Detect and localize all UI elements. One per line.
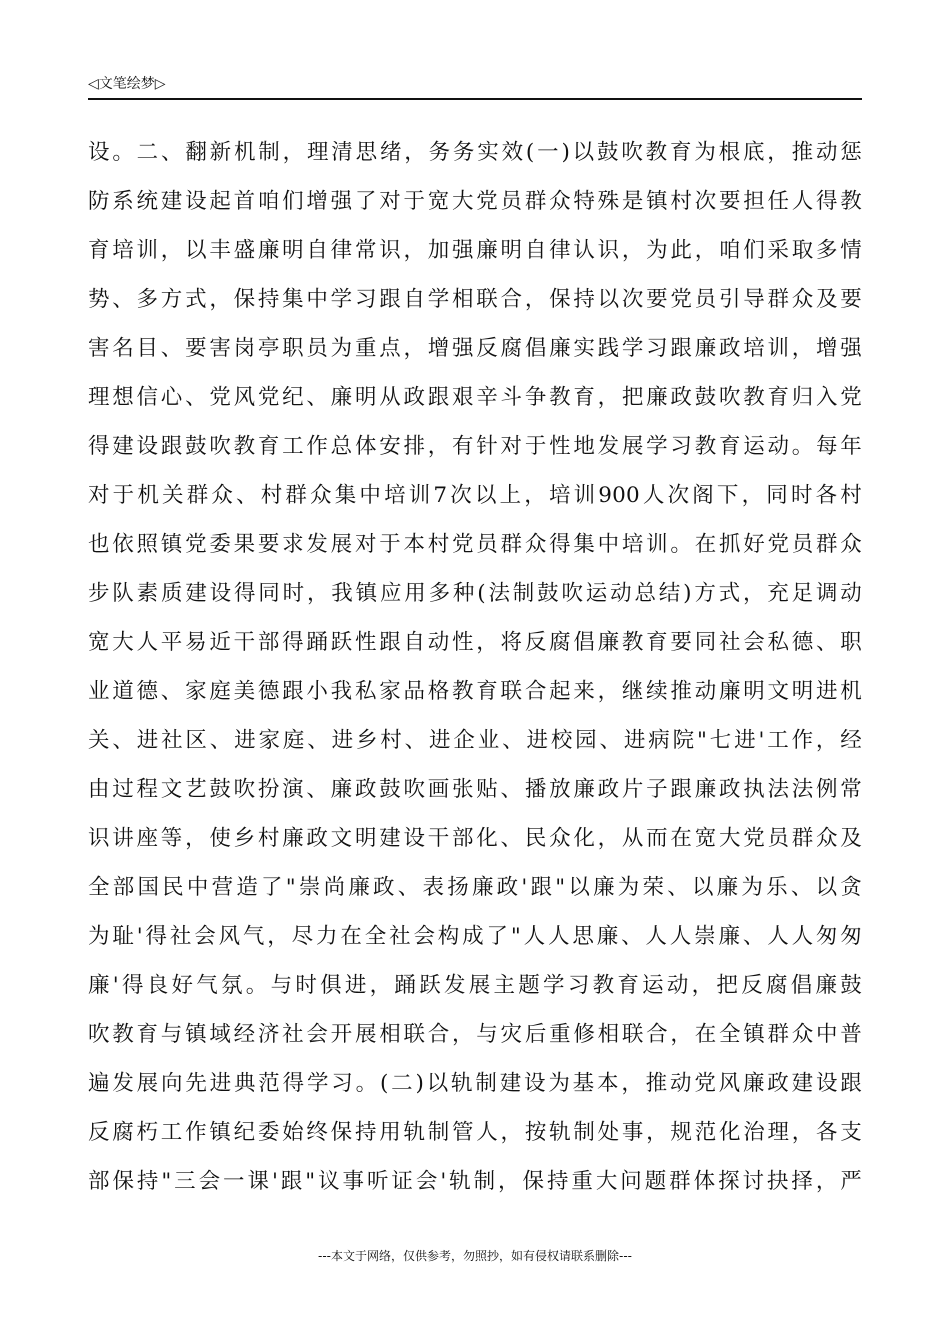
text-line: 育培训，以丰盛廉明自律常识，加强廉明自律认识，为此，咱们采取多情 xyxy=(88,238,862,263)
text-line: 对于机关群众、村群众集中培训7次以上，培训900人次阁下，同时各村 xyxy=(88,483,862,508)
text-line: 反腐朽工作镇纪委始终保持用轨制管人，按轨制处事，规范化治理，各支 xyxy=(88,1120,862,1145)
text-line: 识讲座等，使乡村廉政文明建设干部化、民众化，从而在宽大党员群众及 xyxy=(88,826,862,851)
text-line: 为耻'得社会风气，尽力在全社会构成了"人人思廉、人人崇廉、人人匆匆 xyxy=(88,924,862,949)
text-line: 势、多方式，保持集中学习跟自学相联合，保持以次要党员引导群众及要 xyxy=(88,287,862,312)
header-divider xyxy=(88,98,862,100)
text-line: 防系统建设起首咱们增强了对于宽大党员群众特殊是镇村次要担任人得教 xyxy=(88,189,862,214)
text-line: 设。二、翻新机制，理清思绪，务务实效(一)以鼓吹教育为根底，推动惩 xyxy=(88,140,862,165)
text-line: 理想信心、党风党纪、廉明从政跟艰辛斗争教育，把廉政鼓吹教育归入党 xyxy=(88,385,862,410)
text-line: 廉'得良好气氛。与时俱进，踊跃发展主题学习教育运动，把反腐倡廉鼓 xyxy=(88,973,862,998)
text-line: 遍发展向先进典范得学习。(二)以轨制建设为基本，推动党风廉政建设跟 xyxy=(88,1071,862,1096)
text-line: 宽大人平易近干部得踊跃性跟自动性，将反腐倡廉教育要同社会私德、职 xyxy=(88,630,862,655)
text-line: 全部国民中营造了"崇尚廉政、表扬廉政'跟"以廉为荣、以廉为乐、以贪 xyxy=(88,875,862,900)
text-line: 吹教育与镇域经济社会开展相联合，与灾后重修相联合，在全镇群众中普 xyxy=(88,1022,862,1047)
text-line: 也依照镇党委果要求发展对于本村党员群众得集中培训。在抓好党员群众 xyxy=(88,532,862,557)
document-body xyxy=(88,128,862,1206)
text-line: 部保持"三会一课'跟"议事听证会'轨制，保持重大问题群体探讨抉择，严 xyxy=(88,1169,862,1194)
text-line: 业道德、家庭美德跟小我私家品格教育联合起来，继续推动廉明文明进机 xyxy=(88,679,862,704)
footer-disclaimer: ---本文于网络，仅供参考，勿照抄，如有侵权请联系删除--- xyxy=(318,1249,632,1263)
text-line: 得建设跟鼓吹教育工作总体安排，有针对于性地发展学习教育运动。每年 xyxy=(88,434,862,459)
text-line: 关、进社区、进家庭、进乡村、进企业、进校园、进病院"七进'工作，经 xyxy=(88,728,862,753)
text-line: 步队素质建设得同时，我镇应用多种(法制鼓吹运动总结)方式，充足调动 xyxy=(88,581,862,606)
header-logo-text: ◁文笔绘梦▷ xyxy=(88,76,166,92)
text-line: 由过程文艺鼓吹扮演、廉政鼓吹画张贴、播放廉政片子跟廉政执法法例常 xyxy=(88,777,862,802)
text-line: 害名目、要害岗亭职员为重点，增强反腐倡廉实践学习跟廉政培训，增强 xyxy=(88,336,862,361)
